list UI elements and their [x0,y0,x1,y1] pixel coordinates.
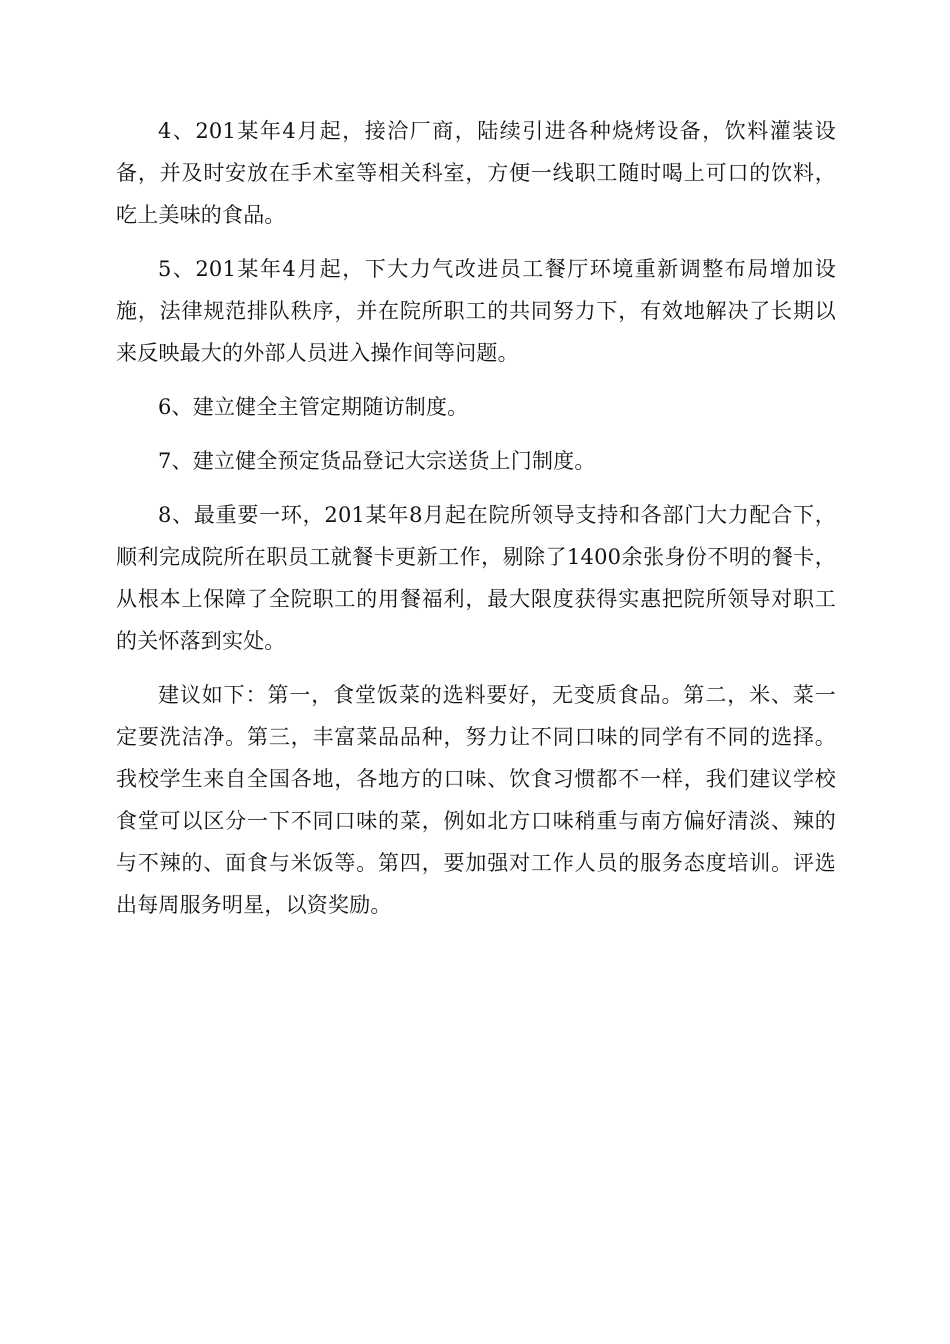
paragraph-item-7: 7、建立健全预定货品登记大宗送货上门制度。 [158,449,596,473]
paragraph-item-8: 8、最重要一环，201某年8月起在院所领导支持和各部门大力配合下，顺利完成院所在职员工就餐卡更新工作，剔除了1400余张身份不明的餐卡，从根本上保障了全院职工的用餐福利，最大限度获得实惠把院所领导对职工的关怀落到实处。 [116,503,836,653]
paragraph-item-5: 5、201某年4月起，下大力气改进员工餐厅环境重新调整布局增加设施，法律规范排队秩序，并在院所职工的共同努力下，有效地解决了长期以来反映最大的外部人员进入操作间等问题。 [116,257,836,365]
paragraph-item-6: 6、建立健全主管定期随访制度。 [158,395,469,419]
paragraph-item-4: 4、201某年4月起，接洽厂商，陆续引进各种烧烤设备，饮料灌装设备，并及时安放在手术室等相关科室，方便一线职工随时喝上可口的饮料，吃上美味的食品。 [116,119,836,227]
paragraph-suggestions: 建议如下：第一，食堂饭菜的选料要好，无变质食品。第二，米、菜一定要洗洁净。第三，丰富菜品品种，努力让不同口味的同学有不同的选择。我校学生来自全国各地，各地方的口味、饮食习惯都不一样，我们建议学校食堂可以区分一下不同口味的菜，例如北方口味稍重与南方偏好清淡、辣的与不辣的、面食与米饭等。第四，要加强对工作人员的服务态度培训。评选出每周服务明星，以资奖励。 [116,683,836,917]
document-body [116,110,836,938]
